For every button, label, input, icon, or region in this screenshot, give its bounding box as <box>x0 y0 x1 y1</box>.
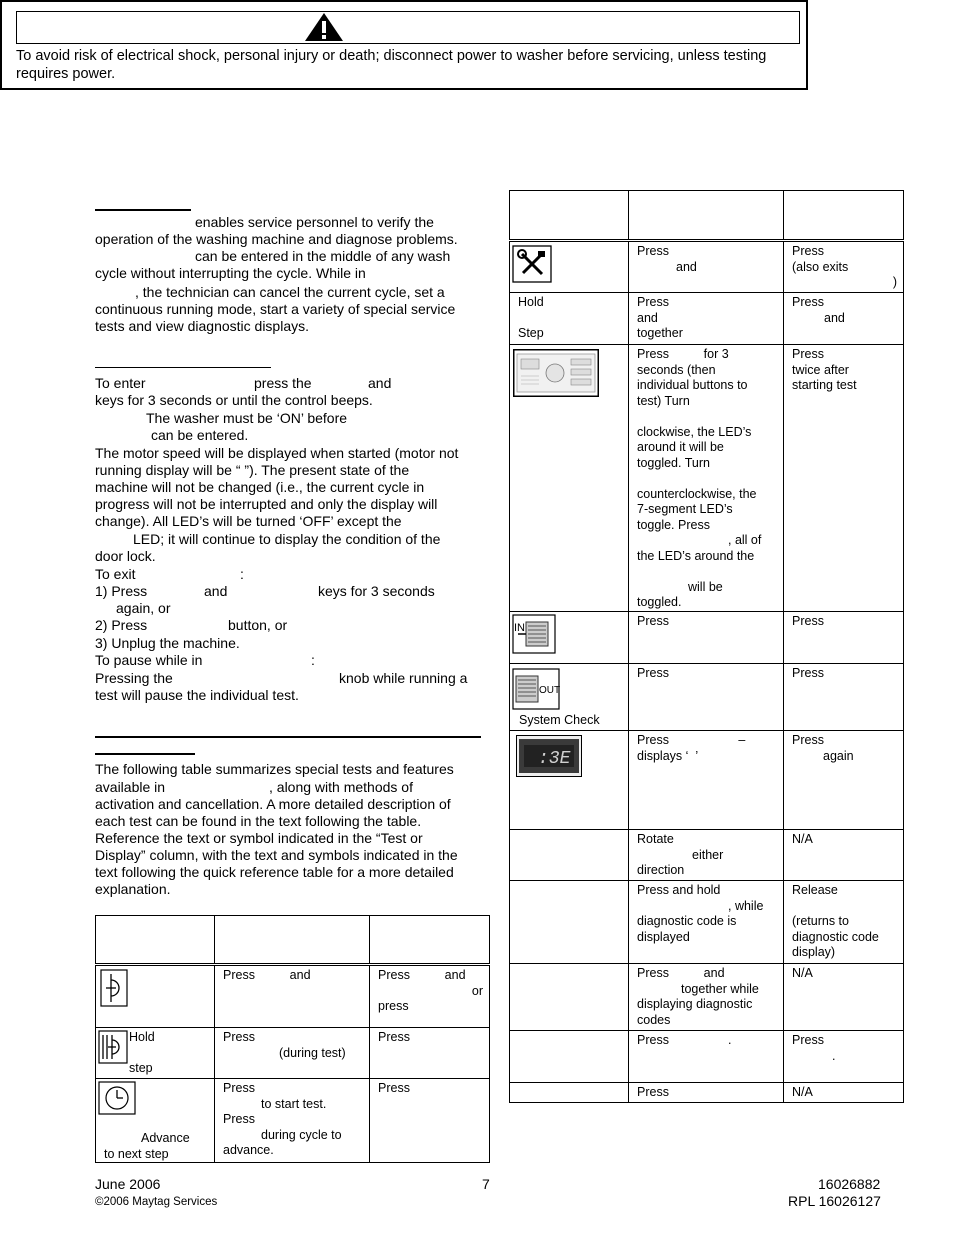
table-row <box>510 731 904 830</box>
table-cell: Press <box>370 1028 490 1079</box>
table-row <box>510 345 904 612</box>
table-cell: N/A <box>784 964 904 1031</box>
table-cell: Press – displays ‘ ’ <box>629 731 784 830</box>
header-cell <box>370 916 490 965</box>
seven-segment-display-image <box>516 735 582 777</box>
control-panel-image <box>513 349 599 397</box>
table-cell: OUT System Check <box>510 664 629 731</box>
header-cell <box>510 191 629 241</box>
warning-box <box>0 0 808 90</box>
header-cell <box>215 916 370 965</box>
table-cell <box>96 965 215 1028</box>
table-cell <box>510 731 629 830</box>
warning-triangle-icon <box>304 12 344 42</box>
table-cell: Rotate either direction <box>629 830 784 881</box>
table-cell <box>510 830 629 881</box>
table-cell <box>510 1083 629 1103</box>
table-row <box>96 1079 490 1163</box>
footer-date: June 2006 <box>95 1176 161 1192</box>
table-cell: Release (returns to diagnostic code display) <box>784 881 904 964</box>
table-row <box>510 830 904 881</box>
table-cell: Press and <box>784 293 904 345</box>
table-header-row <box>96 916 490 965</box>
table-cell: Press <box>629 612 784 664</box>
document-number: 16026882 <box>818 1176 881 1192</box>
right-quick-reference-table <box>509 190 904 1103</box>
clock-icon <box>98 1081 136 1115</box>
table-row <box>510 1083 904 1103</box>
heading-rule-1 <box>95 209 191 211</box>
table-cell: Press (during test) <box>215 1028 370 1079</box>
table-cell: Press <box>784 664 904 731</box>
header-cell <box>96 916 215 965</box>
table-cell: Press and together while displaying diagnostic codes <box>629 964 784 1031</box>
table-cell: Press <box>784 612 904 664</box>
table-row <box>510 241 904 293</box>
table-row <box>510 664 904 731</box>
table-cell: Press twice after starting test <box>784 345 904 612</box>
table-cell: Press <box>629 664 784 731</box>
heading-rule-3 <box>95 753 195 755</box>
svg-text::3E: :3E <box>538 749 571 769</box>
output-board-icon <box>512 668 560 710</box>
header-cell <box>784 191 904 241</box>
table-cell <box>510 241 629 293</box>
table-cell: Hold Step <box>510 293 629 345</box>
warning-text: To avoid risk of electrical shock, personal injury or death; disconnect power to washer before servicing, unless testing requires power. <box>16 48 767 82</box>
table-cell: Press . <box>629 1031 784 1083</box>
table-header-row <box>510 191 904 241</box>
table-row <box>510 881 904 964</box>
table-cell: Press . <box>784 1031 904 1083</box>
svg-text:IN: IN <box>514 622 525 634</box>
table-cell: Press and <box>215 965 370 1028</box>
table-row <box>510 293 904 345</box>
svg-text:OUT: OUT <box>539 685 560 696</box>
hold-step-icon <box>98 1030 128 1064</box>
table-cell: Press and or press <box>370 965 490 1028</box>
table-cell: Press <box>370 1079 490 1163</box>
table-cell: Hold step <box>96 1028 215 1079</box>
table-cell: Press to start test. Press during cycle to advance. <box>215 1079 370 1163</box>
page-number: 7 <box>482 1176 490 1192</box>
heading-rule-2 <box>95 367 271 368</box>
table-cell: Press again <box>784 731 904 830</box>
section-divider <box>95 736 481 738</box>
input-board-icon <box>512 614 556 654</box>
table-cell: Advance to next step <box>96 1079 215 1163</box>
replacement-number: RPL 16026127 <box>788 1193 881 1209</box>
table-row <box>96 965 490 1028</box>
warning-header <box>16 11 800 44</box>
table-row <box>510 964 904 1031</box>
table-cell <box>510 345 629 612</box>
door-lock-icon <box>100 969 128 1007</box>
table-cell: N/A <box>784 1083 904 1103</box>
table-cell <box>510 612 629 664</box>
copyright: ©2006 Maytag Services <box>95 1196 218 1208</box>
table-cell: Press and <box>629 241 784 293</box>
table-cell: Press (also exits ) <box>784 241 904 293</box>
header-cell <box>629 191 784 241</box>
left-quick-reference-table <box>95 915 490 1163</box>
tools-icon <box>512 245 552 283</box>
table-cell: N/A <box>784 830 904 881</box>
table-cell: Press <box>629 1083 784 1103</box>
table-cell: Press and hold , while diagnostic code is displayed <box>629 881 784 964</box>
table-row <box>96 1028 490 1079</box>
table-cell <box>510 1031 629 1083</box>
table-cell <box>510 964 629 1031</box>
table-row <box>510 1031 904 1083</box>
table-cell: Press for 3 seconds (then individual buttons to test) Turn clockwise, the LED’s around it will be toggled. Turn counterclockwise, the 7-segment LED’s toggle. Press , all of the LED’s around the will be toggled. <box>629 345 784 612</box>
table-cell <box>510 881 629 964</box>
table-cell: Press and together <box>629 293 784 345</box>
table-row <box>510 612 904 664</box>
